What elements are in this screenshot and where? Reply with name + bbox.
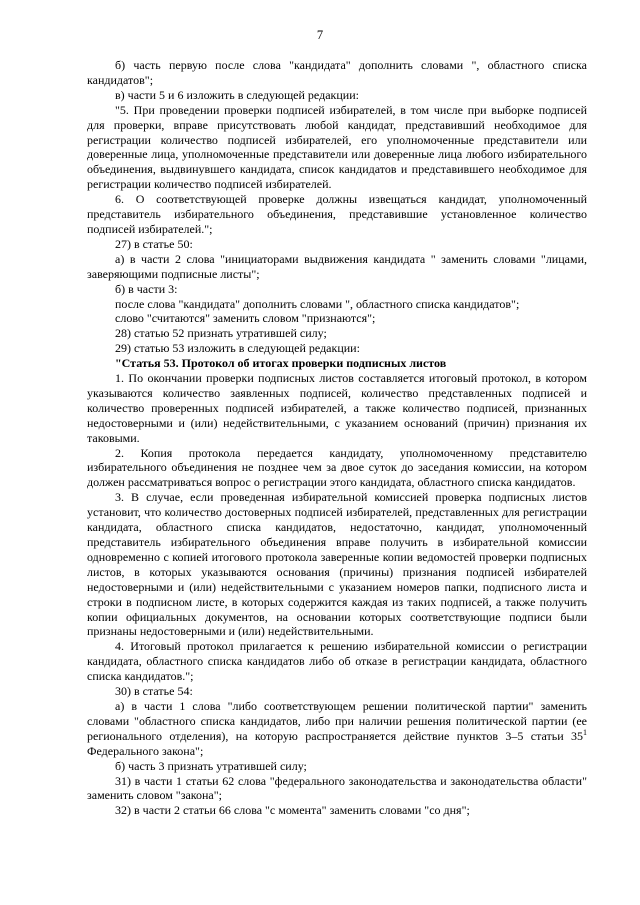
superscript: 1 <box>583 727 587 737</box>
article-heading: "Статья 53. Протокол об итогах проверки подписных листов <box>115 356 447 371</box>
paragraph: 27) в статье 50: <box>115 236 193 251</box>
paragraph-tail: Федерального закона"; <box>87 743 204 758</box>
paragraph: 3. В случае, если проведенная избирательной комиссией проверка подписных листов установит, что количество достоверных подписей избирателей, представленных для регистрации кандидата, областного списка кандидатов, недостаточно, кандидат, уполномоченный представитель избирательного объединения вправе получить в избирательной комиссии одновременно с копией итогового протокола заверенные копии ведомостей проверки подписных листов, в которых указываются основания (причины) признания подписей избирателей недостоверными и (или) недействительными с указанием номеров папки, подписного листа и строки в подписном листе, в которых содержится каждая из таких подписей, а также получить копии официальных документов, на основании которых соответствующие подписи были признаны недостоверными и (или) недействительными. <box>87 490 587 639</box>
paragraph: 4. Итоговый протокол прилагается к решению избирательной комиссии о регистрации кандидата, областного списка кандидатов либо об отказе в регистрации кандидата, областного списка кандидатов."; <box>87 639 587 684</box>
paragraph: 31) в части 1 статьи 62 слова "федерального законодательства и законодательства области" заменить словом "закона"; <box>87 773 587 803</box>
paragraph: 30) в статье 54: <box>115 684 193 699</box>
paragraph: б) в части 3: <box>115 281 178 296</box>
paragraph: 2. Копия протокола передается кандидату, уполномоченному представителю избирательного объединения не позднее чем за двое суток до заседания комиссии, на котором должен рассматриваться вопрос о регистрации этого кандидата, областного списка кандидатов. <box>87 445 587 490</box>
paragraph <box>87 699 587 759</box>
paragraph: 1. По окончании проверки подписных листов составляется итоговый протокол, в котором указываются количество заявленных подписей, количество представленных подписей и количество проверенных подписей избирателей, а также количество подписей, признанных недостоверными и (или) недействительными, с указанием оснований (причин) признания их таковыми. <box>87 371 587 445</box>
page-number: 7 <box>316 28 324 42</box>
paragraph: после слова "кандидата" дополнить словами ", областного списка кандидатов"; <box>115 296 520 311</box>
paragraph: а) в части 2 слова "инициаторами выдвижения кандидата " заменить словами "лицами, заверяющими подписные листы"; <box>87 251 587 281</box>
paragraph: б) часть первую после слова "кандидата" дополнить словами ", областного списка кандидатов"; <box>87 58 587 87</box>
paragraph-text: а) в части 1 слова "либо соответствующем решении политической партии" заменить словами "областного списка кандидатов, либо при наличии решения политической партии (ее регионального отделения), на которую распространяется действие пунктов 3–5 статьи 35 <box>87 698 587 743</box>
paragraph: 32) в части 2 статьи 66 слова "с момента" заменить словами "со дня"; <box>115 803 470 818</box>
paragraph: в) части 5 и 6 изложить в следующей редакции: <box>115 87 359 102</box>
paragraph: слово "считаются" заменить словом "признаются"; <box>115 311 376 326</box>
paragraph: 6. О соответствующей проверке должны извещаться кандидат, уполномоченный представитель избирательного объединения, представившие установленное количество подписей избирателей."; <box>87 192 587 236</box>
paragraph: 29) статью 53 изложить в следующей редакции: <box>115 341 360 356</box>
paragraph: б) часть 3 признать утратившей силу; <box>115 758 307 773</box>
document-body <box>87 58 587 818</box>
paragraph: 28) статью 52 признать утратившей силу; <box>115 326 327 341</box>
paragraph: "5. При проведении проверки подписей избирателей, в том числе при выборке подписей для проверки, вправе присутствовать любой кандидат, представивший необходимое для регистрации количество подписей избирателей, его уполномоченные представители или доверенные лица, уполномоченные представители или доверенные лица любого избирательного объединения, выдвинувшего кандидата, список кандидатов и представившего необходимое для регистрации количество подписей избирателей. <box>87 102 587 192</box>
